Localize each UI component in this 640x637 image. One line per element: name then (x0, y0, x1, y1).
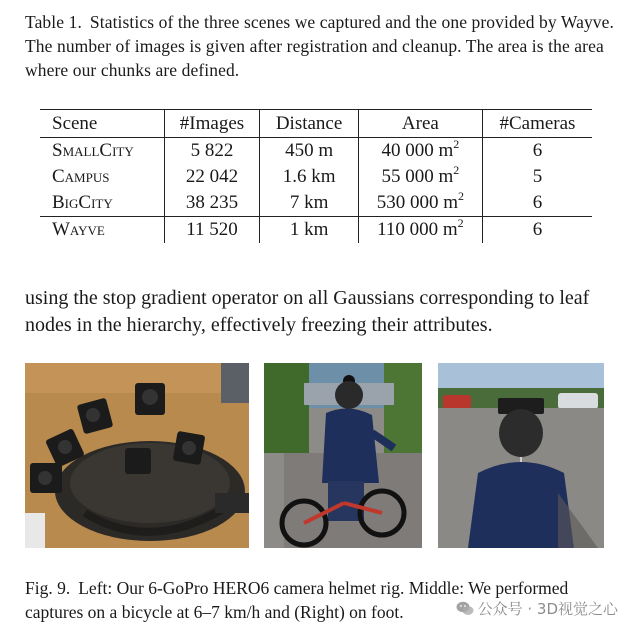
area-exponent: 2 (457, 189, 464, 203)
table-caption-text: Statistics of the three scenes we captured and the one provided by Wayve. The number of images is given after registration and cleanup. The area is the area where our chunks are defined. (25, 12, 615, 80)
area-exponent: 2 (453, 137, 460, 151)
helmet-rig-illustration (25, 363, 249, 548)
wechat-icon (456, 601, 474, 616)
col-header-area: Area (358, 110, 482, 138)
col-header-cameras: #Cameras (482, 110, 592, 138)
photo-on-foot-capture (438, 363, 604, 548)
photo-bicycle-capture (264, 363, 422, 548)
on-foot-capture-illustration (438, 363, 604, 548)
cell-distance: 1.6 km (260, 164, 358, 190)
statistics-table (40, 109, 592, 243)
figure-caption-label: Fig. 9. (25, 578, 71, 598)
area-value: 55 000 m (381, 166, 454, 187)
bicycle-capture-illustration (264, 363, 422, 548)
area-value: 40 000 m (381, 140, 454, 161)
cell-scene: Campus (40, 164, 164, 190)
cell-area (358, 164, 482, 190)
cell-cameras: 6 (482, 217, 592, 244)
table-row (40, 190, 592, 217)
watermark (456, 598, 618, 619)
cell-scene: Wayve (40, 217, 164, 244)
body-paragraph: using the stop gradient operator on all Gaussians corresponding to leaf nodes in the hierarchy, effectively freezing their attributes. (25, 287, 590, 336)
figure-caption-text: Left: Our 6-GoPro HERO6 camera helmet rig. Middle: We performed captures on a bicycle at 6–7 km/h and (Right) on foot. (25, 578, 569, 622)
cell-distance: 7 km (260, 190, 358, 217)
col-header-scene: Scene (40, 110, 164, 138)
watermark-text: 公众号 · 3D视觉之心 (477, 600, 618, 618)
cell-images: 38 235 (164, 190, 260, 217)
area-exponent: 2 (453, 163, 460, 177)
cell-area (358, 217, 482, 244)
area-value: 530 000 m (376, 192, 458, 213)
cell-scene: BigCity (40, 190, 164, 217)
col-header-images: #Images (164, 110, 260, 138)
table-row (40, 138, 592, 165)
cell-images: 11 520 (164, 217, 260, 244)
cell-area (358, 190, 482, 217)
area-value: 110 000 m (377, 219, 458, 240)
table-row (40, 217, 592, 244)
cell-images: 5 822 (164, 138, 260, 165)
table-header-row (40, 110, 592, 138)
table-caption-label: Table 1. (25, 12, 82, 32)
cell-distance: 450 m (260, 138, 358, 165)
cell-area (358, 138, 482, 165)
cell-cameras: 6 (532, 140, 543, 161)
col-header-distance: Distance (260, 110, 358, 138)
photo-helmet-rig (25, 363, 249, 548)
table-row (40, 164, 592, 190)
cell-cameras: 6 (532, 192, 543, 213)
cell-cameras: 5 (532, 166, 543, 187)
cell-scene: SmallCity (40, 138, 164, 165)
cell-distance: 1 km (260, 217, 358, 244)
cell-images: 22 042 (164, 164, 260, 190)
table-caption (25, 10, 615, 82)
area-exponent: 2 (457, 216, 464, 230)
